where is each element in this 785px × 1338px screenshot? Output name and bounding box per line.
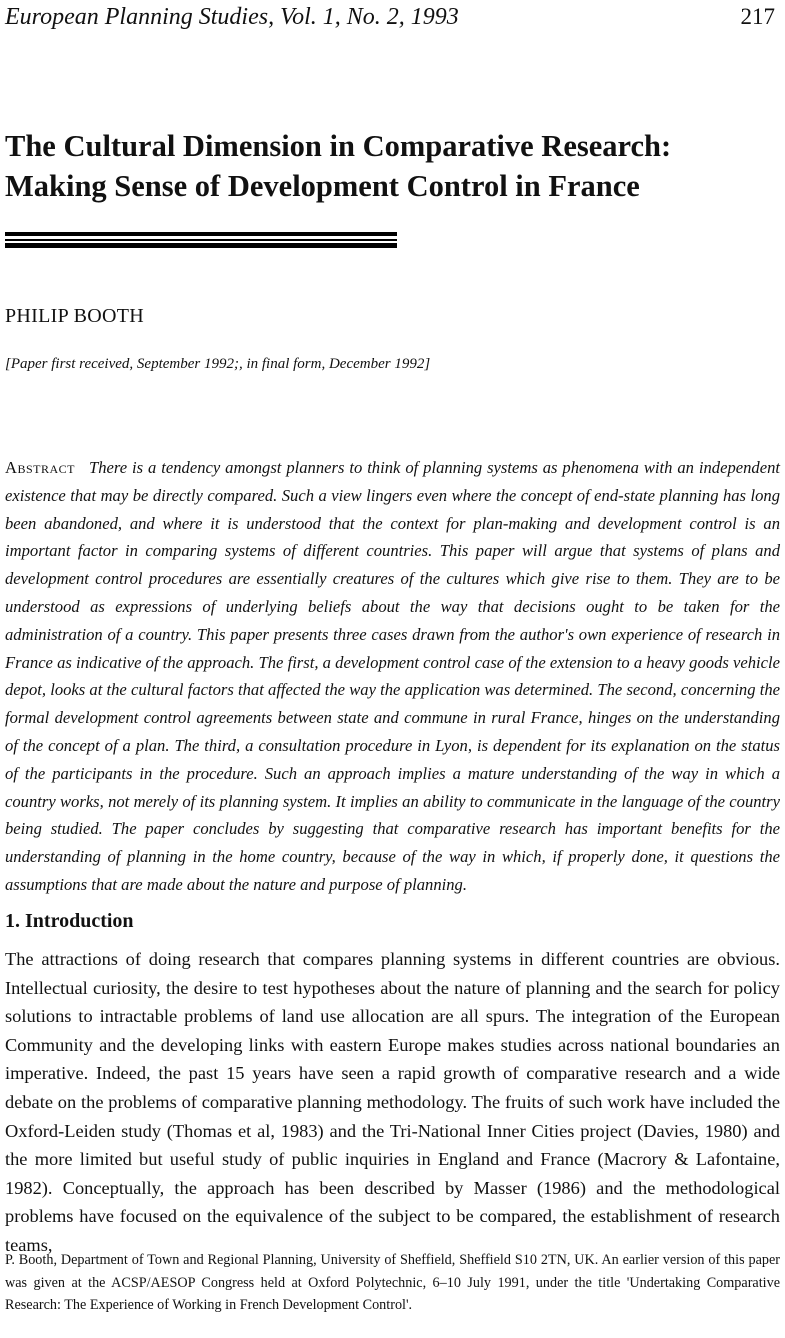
section-heading: 1. Introduction	[5, 910, 134, 932]
running-head	[5, 2, 775, 32]
article-title	[5, 126, 775, 206]
title-rule	[5, 232, 397, 250]
introduction-paragraph: The attractions of doing research that compares planning systems in different countries are obvious. Intellectual curiosity, the desire to test hypotheses about the nature of planning and the search for policy solutions to intractable problems of land use allocation are all spurs. The integration of the European Community and the developing links with eastern Europe makes studies across national boundaries an imperative. Indeed, the past 15 years have seen a rapid growth of comparative research and a wide debate on the problems of comparative planning methodology. The fruits of such work have included the Oxford-Leiden study (Thomas et al, 1983) and the Tri-National Inner Cities project (Davies, 1980) and the more limited but useful study of public inquiries in England and France (Macrory & Lafontaine, 1982). Conceptually, the approach has been described by Masser (1986) and the methodological problems have focused on the equivalence of the subject to be compared, the establishment of research teams,	[5, 949, 780, 1255]
article-title-line-2: Making Sense of Development Control in France	[5, 169, 640, 203]
abstract-label: Abstract	[5, 458, 75, 477]
submission-dates: [Paper first received, September 1992;, in final form, December 1992]	[5, 356, 431, 372]
abstract-text: There is a tendency amongst planners to think of planning systems as phenomena with an independent existence that may be directly compared. Such a view lingers even where the concept of end-state planning has long been abandoned, and where it is understood that the context for plan-making and development control is an important factor in comparing systems of different countries. This paper will argue that systems of plans and development control procedures are essentially creatures of the cultures which give rise to them. They are to be understood as expressions of underlying beliefs about the way that decisions ought to be taken for the administration of a country. This paper presents three cases drawn from the author's own experience of research in France as indicative of the approach. The first, a development control case of the extension to a heavy goods vehicle depot, looks at the cultural factors that affected the way the application was determined. The second, concerning the formal development control agreements between state and commune in rural France, hinges on the understanding of the concept of a plan. The third, a consultation procedure in Lyon, is dependent for its explanation on the status of the participants in the procedure. Such an approach implies a mature understanding of the way in which a country works, not merely of its planning system. It implies an ability to communicate in the language of the country being studied. The paper concludes by suggesting that comparative research has important benefits for the understanding of planning in the home country, because of the way in which, if properly done, it questions the assumptions that are made about the nature and purpose of planning.	[5, 458, 780, 894]
article-title-line-1: The Cultural Dimension in Comparative Research:	[5, 129, 672, 163]
author-footnote: P. Booth, Department of Town and Regional Planning, University of Sheffield, Sheffield S10 2TN, UK. An earlier version of this paper was given at the ACSP/AESOP Congress held at Oxford Polytechnic, 6–10 July 1991, under the title 'Undertaking Comparative Research: The Experience of Working in French Development Control'.	[5, 1252, 780, 1313]
author-name: PHILIP BOOTH	[5, 305, 144, 327]
abstract	[5, 454, 780, 899]
journal-citation: European Planning Studies, Vol. 1, No. 2, 1993	[5, 3, 459, 30]
page-number: 217	[740, 4, 775, 29]
